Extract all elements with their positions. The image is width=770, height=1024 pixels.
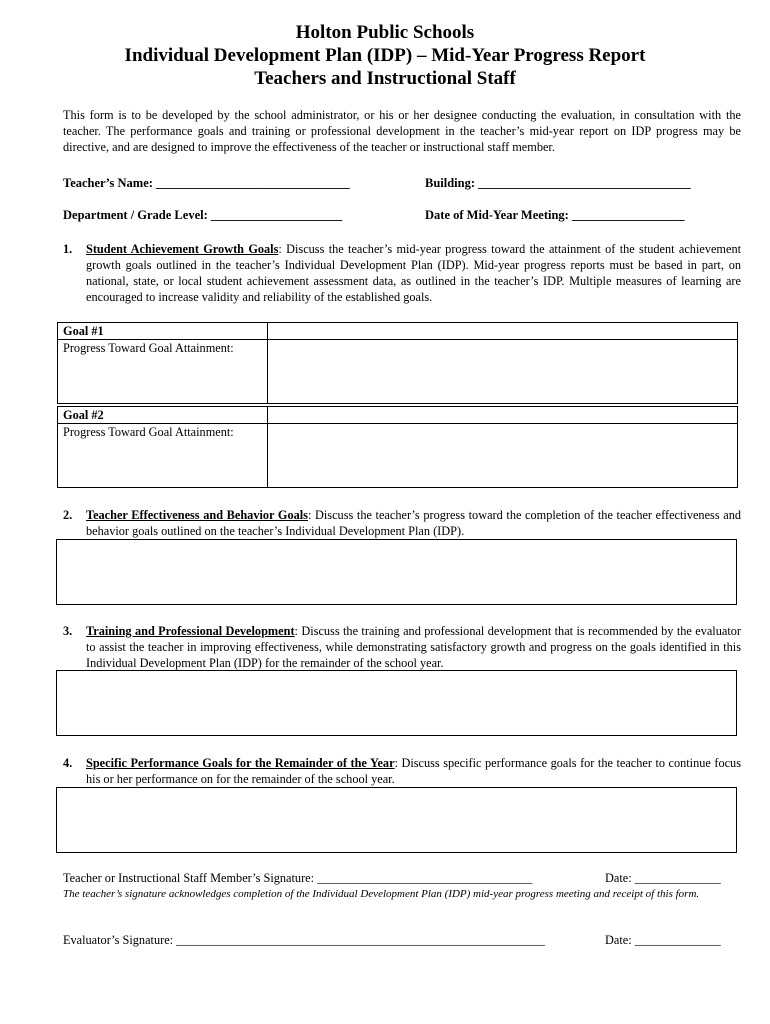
section-heading: Specific Performance Goals for the Remainder of the Year bbox=[86, 756, 395, 770]
section-number: 4. bbox=[63, 756, 73, 770]
meeting-date-field[interactable]: Date of Mid-Year Meeting: __________________ bbox=[425, 208, 685, 222]
intro-paragraph: This form is to be developed by the school administrator, or his or her designee conducting the evaluation, in consultation with the teacher. The performance goals and training or professional development in the teacher’s mid-year report on IDP progress may be directive, and are designed to improve the effectiveness of the teacher or instructional staff member. bbox=[63, 108, 741, 154]
section-text: : Discuss the teacher’s mid-year progress toward the attainment of the student achievement growth goals outlined in the teacher’s Individual Development Plan (IDP). Mid-year progress reports must be based in part, on national, state, or local student achievement assessment data, as outlined in the teacher’s IDP. Multiple measures of learning are encouraged to increase validity and reliability of the established goals. bbox=[86, 242, 742, 304]
evaluator-signature-date[interactable]: Date: ______________ bbox=[605, 933, 721, 947]
section-number: 1. bbox=[63, 242, 73, 256]
signature-acknowledgement-note: The teacher’s signature acknowledges completion of the Individual Development Plan (IDP) mid-year progress meeting and receipt of this form. bbox=[63, 888, 700, 900]
teacher-signature-line[interactable]: Teacher or Instructional Staff Member’s Signature: ___________________________________ bbox=[63, 871, 533, 885]
section-number: 2. bbox=[63, 508, 73, 522]
section-text: : Discuss the training and professional development that is recommended by the evaluator to assist the teacher in improving effectiveness, while demonstrating satisfactory growth and progress on the goals identified in this Individual Development Plan (IDP) for the remainder of the school year. bbox=[86, 624, 741, 670]
section-student-achievement bbox=[63, 241, 741, 305]
form-audience: Teachers and Instructional Staff bbox=[254, 68, 516, 89]
building-field[interactable]: Building: __________________________________ bbox=[425, 176, 691, 190]
section-text: : Discuss specific performance goals for the teacher to continue focus his or her performance on for the remainder of the school year. bbox=[86, 756, 741, 786]
school-name: Holton Public Schools bbox=[295, 22, 475, 43]
teacher-name-field[interactable]: Teacher’s Name: _______________________________ bbox=[63, 176, 350, 190]
section-heading: Training and Professional Development bbox=[86, 624, 295, 638]
section-heading: Student Achievement Growth Goals bbox=[86, 242, 279, 256]
goal-1-table bbox=[57, 322, 738, 404]
section-text: : Discuss the teacher’s progress toward the completion of the teacher effectiveness and behavior goals outlined on the teacher’s Individual Development Plan (IDP). bbox=[86, 508, 741, 538]
section-teacher-effectiveness bbox=[63, 507, 741, 539]
department-grade-field[interactable]: Department / Grade Level: _____________________ bbox=[63, 208, 343, 222]
goal-progress-label: Progress Toward Goal Attainment: bbox=[63, 341, 234, 355]
evaluator-signature-line[interactable]: Evaluator’s Signature: ____________________________________________________________ bbox=[63, 933, 546, 947]
performance-goals-response-box[interactable] bbox=[56, 787, 737, 853]
form-title: Individual Development Plan (IDP) – Mid-Year Progress Report bbox=[124, 45, 646, 66]
training-development-response-box[interactable] bbox=[56, 670, 737, 736]
goal-2-table bbox=[57, 406, 738, 488]
section-number: 3. bbox=[63, 624, 73, 638]
section-training-development bbox=[63, 623, 741, 671]
goal-label: Goal #2 bbox=[63, 408, 104, 422]
goal-progress-label: Progress Toward Goal Attainment: bbox=[63, 425, 234, 439]
teacher-effectiveness-response-box[interactable] bbox=[56, 539, 737, 605]
section-performance-goals bbox=[63, 755, 741, 787]
section-heading: Teacher Effectiveness and Behavior Goals bbox=[86, 508, 308, 522]
teacher-signature-date[interactable]: Date: ______________ bbox=[605, 871, 721, 885]
goal-label: Goal #1 bbox=[63, 324, 104, 338]
